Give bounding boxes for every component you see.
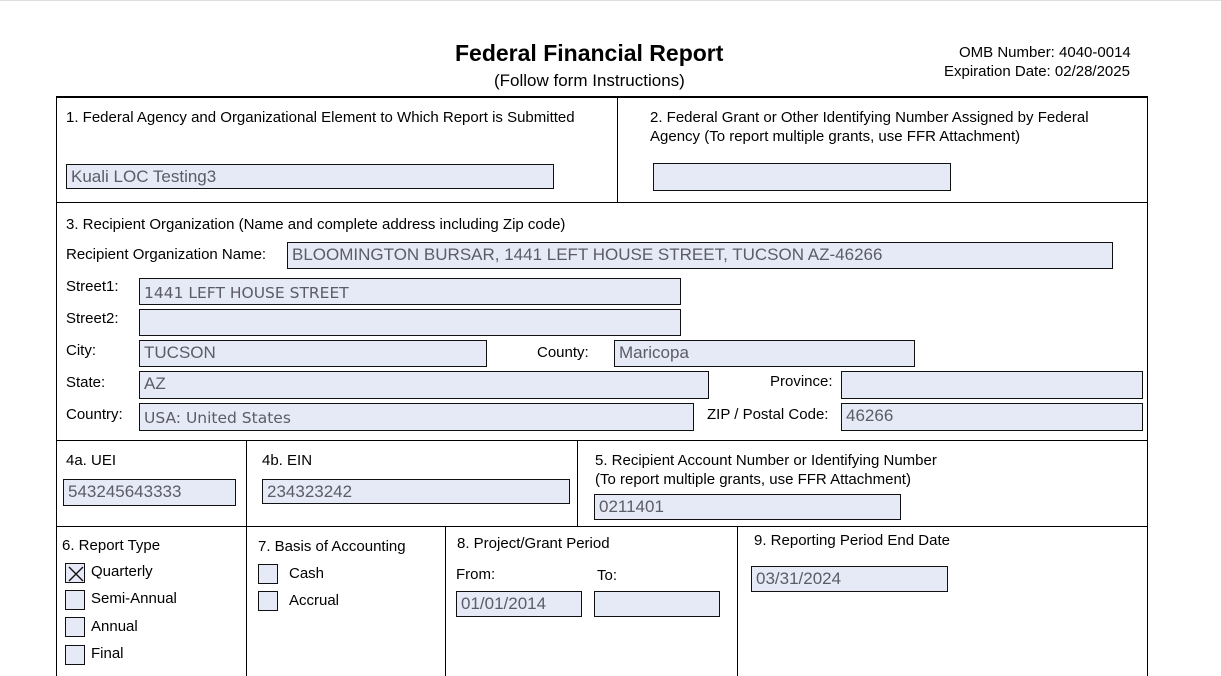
basis-of-accounting-label: 7. Basis of Accounting [258,538,406,555]
to-label: To: [597,567,618,584]
section1-label: 1. Federal Agency and Organizational Element to Which Report is Submitted [66,109,575,126]
checkmark-x-icon [66,564,86,584]
period-from-field[interactable]: 01/01/2014 [456,591,582,617]
section5-label-line1: 5. Recipient Account Number or Identifying Number [595,452,937,469]
final-label: Final [91,645,124,662]
quarterly-label: Quarterly [91,563,153,580]
ein-field[interactable]: 234323242 [262,479,570,504]
federal-agency-field[interactable]: Kuali LOC Testing3 [66,164,554,189]
state-label: State: [66,374,106,391]
province-field[interactable] [841,371,1143,399]
section3-label: 3. Recipient Organization (Name and complete address including Zip code) [66,216,566,233]
quarterly-checkbox[interactable] [65,563,85,583]
project-period-label: 8. Project/Grant Period [457,535,610,552]
final-checkbox[interactable] [65,645,85,665]
form-subtitle: (Follow form Instructions) [494,71,685,90]
city-label: City: [66,342,96,359]
org-name-label: Recipient Organization Name: [66,246,267,263]
country-label: Country: [66,406,123,423]
section5-label-line2: (To report multiple grants, use FFR Attachment) [595,471,911,488]
from-label: From: [456,566,496,583]
street2-label: Street2: [66,310,119,327]
semi-annual-label: Semi-Annual [91,590,177,607]
uei-field[interactable]: 543245643333 [63,479,236,506]
omb-number: OMB Number: 4040-0014 [959,44,1131,61]
province-label: Province: [770,373,833,390]
street2-field[interactable] [139,309,681,336]
city-field[interactable]: TUCSON [139,340,487,367]
period-end-date-field[interactable]: 03/31/2024 [751,566,948,592]
report-type-label: 6. Report Type [62,537,161,554]
annual-checkbox[interactable] [65,617,85,637]
annual-label: Annual [91,618,138,635]
federal-grant-number-field[interactable] [653,163,951,191]
state-field[interactable]: AZ [139,371,709,399]
period-end-date-label: 9. Reporting Period End Date [754,532,950,549]
street1-label: Street1: [66,278,119,295]
recipient-account-number-field[interactable]: 0211401 [594,494,901,520]
ein-label: 4b. EIN [262,452,313,469]
cash-checkbox[interactable] [258,564,278,584]
page-edge [0,0,1221,1]
county-field[interactable]: Maricopa [614,340,915,367]
street1-field[interactable]: 1441 LEFT HOUSE STREET [139,278,681,305]
country-field[interactable]: USA: United States [139,403,694,431]
form-title: Federal Financial Report [455,40,724,66]
section2-label-line2: Agency (To report multiple grants, use FFR Attachment) [650,128,1021,145]
accrual-checkbox[interactable] [258,591,278,611]
cash-label: Cash [289,565,325,582]
zip-label: ZIP / Postal Code: [707,406,829,423]
section2-label-line1: 2. Federal Grant or Other Identifying Number Assigned by Federal [650,109,1089,126]
expiration-date: Expiration Date: 02/28/2025 [944,63,1130,80]
recipient-org-name-field[interactable]: BLOOMINGTON BURSAR, 1441 LEFT HOUSE STREET, TUCSON AZ-46266 [287,242,1113,269]
county-label: County: [537,344,589,361]
zip-field[interactable]: 46266 [841,403,1143,431]
semi-annual-checkbox[interactable] [65,590,85,610]
accrual-label: Accrual [289,592,340,609]
period-to-field[interactable] [594,591,720,617]
uei-label: 4a. UEI [66,452,117,469]
